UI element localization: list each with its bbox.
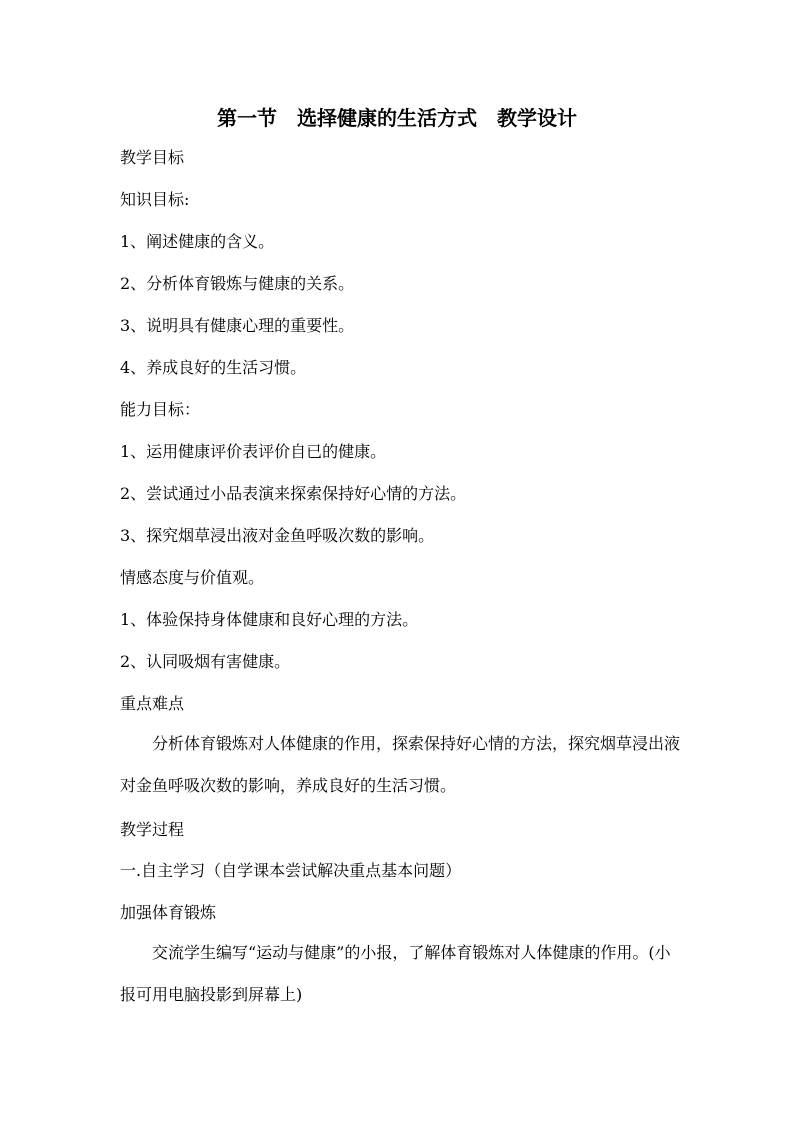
section-heading-ability-goals: 能力目标： <box>120 400 201 419</box>
ability-goal-item: 2、尝试通过小品表演来探索保持好心情的方法。 <box>120 484 467 503</box>
emotion-goal-item: 1、体验保持身体健康和良好心理的方法。 <box>120 610 419 629</box>
knowledge-goal-item: 4、养成良好的生活习惯。 <box>120 358 307 377</box>
emotion-goal-item: 2、认同吸烟有害健康。 <box>120 652 291 671</box>
section-heading-emotion-goals: 情感态度与价值观。 <box>120 568 265 587</box>
document-title: 第一节 选择健康的生活方式 教学设计 <box>217 106 577 130</box>
section-heading-teaching-goals: 教学目标 <box>120 148 185 167</box>
knowledge-goal-item: 1、阐述健康的含义。 <box>120 232 275 251</box>
knowledge-goal-item: 3、说明具有健康心理的重要性。 <box>120 316 355 335</box>
section-heading-process: 教学过程 <box>120 820 185 839</box>
process-paragraph: 交流学生编写“运动与健康”的小报，了解体育锻炼对人体健康的作用。(小报可用电脑投影到屏幕上) <box>120 943 671 1004</box>
ability-goal-item: 1、运用健康评价表评价自已的健康。 <box>120 442 387 461</box>
process-subheading: 加强体育锻炼 <box>120 903 217 922</box>
knowledge-goal-item: 2、分析体育锻炼与健康的关系。 <box>120 274 355 293</box>
key-points-paragraph: 分析体育锻炼对人体健康的作用，探索保持好心情的方法，探究烟草浸出液对金鱼呼吸次数的影响，养成良好的生活习惯。 <box>120 734 681 795</box>
ability-goal-item: 3、探究烟草浸出液对金鱼呼吸次数的影响。 <box>120 526 435 545</box>
section-heading-key-points: 重点难点 <box>120 694 185 713</box>
process-step-1: 一.自主学习（自学课本尝试解决重点基本问题） <box>120 861 462 880</box>
section-heading-knowledge-goals: 知识目标: <box>120 190 190 209</box>
